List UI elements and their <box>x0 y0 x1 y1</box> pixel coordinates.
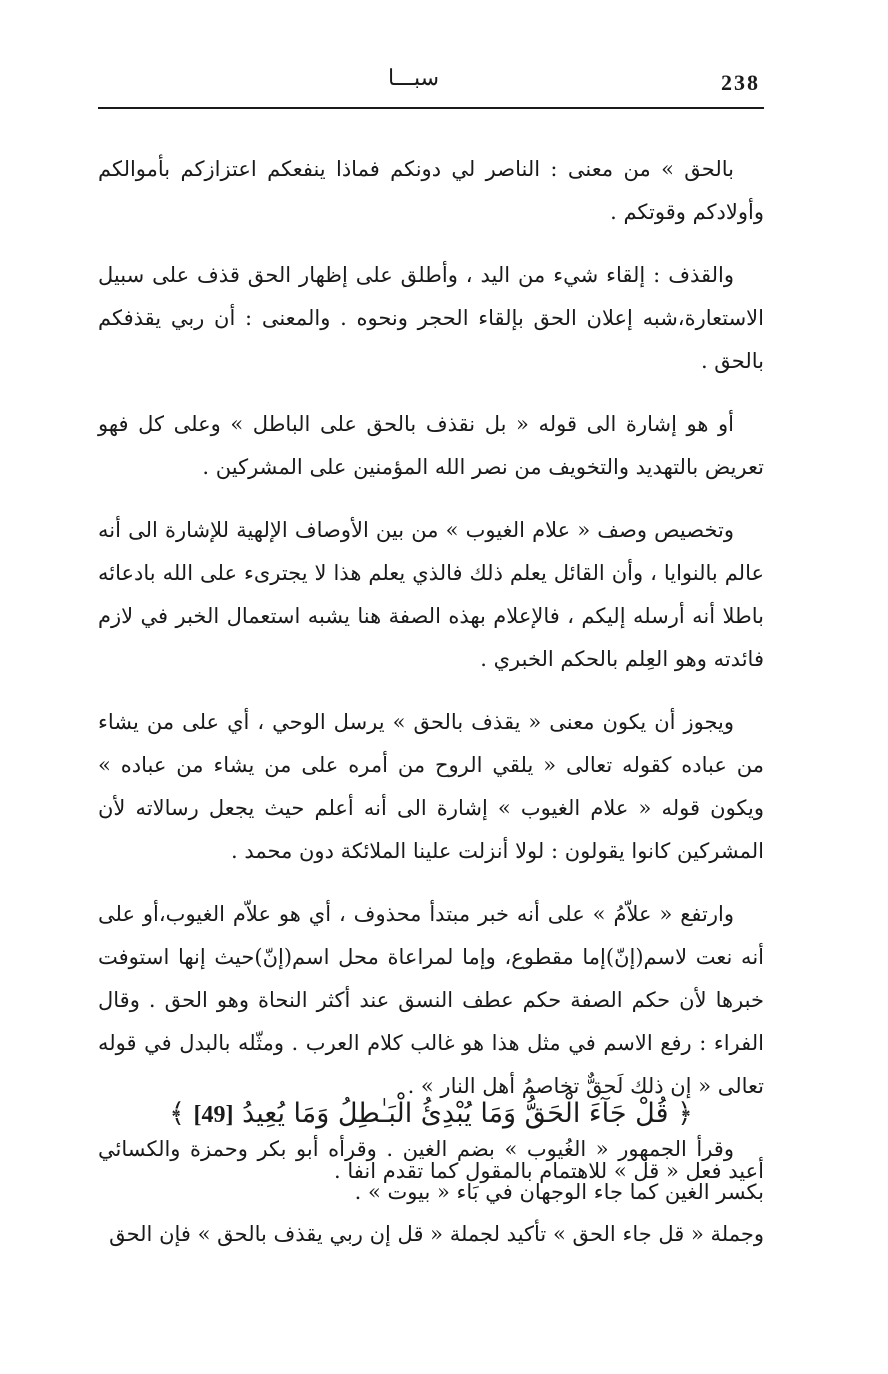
verse-number: [49] <box>193 1102 234 1128</box>
verse-open-ornament: ﴿ <box>677 1098 693 1129</box>
quran-verse <box>98 1092 764 1137</box>
paragraph: أو هو إشارة الى قوله « بل نقذف بالحق على الباطل » وعلى كل فهو تعريض بالتهديد والتخويف من نصر الله المؤمنين على المشركين . <box>98 412 764 479</box>
paragraph: وقرأ الجمهور « الغُيوب » بضم الغين . وقرأه أبو بكر وحمزة والكسائي بكسر الغين كما جاء الوجهان في بَاء « بيوت » . <box>98 1137 764 1204</box>
body-text-lower <box>98 1150 764 1276</box>
paragraph: ويجوز أن يكون معنى « يقذف بالحق » يرسل الوحي ، أي على من يشاء من عباده كقوله تعالى « يلقي الروح من أمره على من يشاء من عباده » ويكون قوله « علام الغيوب » إشارة الى أنه أعلم حيث يجعل رسالاته لأن المشركين كانوا يقولون : لولا أنزلت علينا الملائكة دون محمد . <box>98 710 764 863</box>
running-head: سبـــا <box>388 66 440 91</box>
verse-text: قُلْ جَآءَ الْحَقُّ وَمَا يُبْدِئُ الْبَـٰطِلُ وَمَا يُعِيدُ <box>242 1098 669 1129</box>
paragraph: وجملة « قل جاء الحق » تأكيد لجملة « قل إن ربي يقذف بالحق » فإن الحق <box>109 1222 764 1246</box>
page-number: 238 <box>721 70 760 95</box>
paragraph: أعيد فعل « قل » للاهتمام بالمقول كما تقدم انفا . <box>334 1159 764 1183</box>
paragraph: والقذف : إلقاء شيء من اليد ، وأطلق على إظهار الحق قذف على سبيل الاستعارة،شبه إعلان الحق بإلقاء الحجر ونحوه . والمعنى : أن ربي يقذفكم بالحق . <box>98 263 764 373</box>
verse-close-ornament: ﴾ <box>169 1098 185 1129</box>
paragraph: بالحق » من معنى : الناصر لي دونكم فماذا ينفعكم اعتزازكم بأموالكم وأولادكم وقوتكم . <box>98 157 764 224</box>
body-text <box>98 148 764 1234</box>
paragraph: وارتفع « علاّمُ » على أنه خبر مبتدأ محذوف ، أي هو علاّم الغيوب،أو على أنه نعت لاسم(إنّ)إما مقطوع، وإما لمراعاة محل اسم(إنّ)حيث إنها استوفت خبرها لأن حكم الصفة حكم عطف النسق عند أكثر النحاة وهو الحق . وقال الفراء : رفع الاسم في مثل هذا هو غالب كلام العرب . ومثّله بالبدل في قوله تعالى « إن ذلك لَحقٌّ تخاصمُ أهل النار » . <box>98 902 764 1098</box>
paragraph: وتخصيص وصف « علام الغيوب » من بين الأوصاف الإلهية للإشارة الى أنه عالم بالنوايا ، وأن القائل يعلم ذلك فالذي يعلم هذا لا يجترىء على الله بادعائه باطلا أنه أرسله إليكم ، فالإعلام بهذه الصفة هنا يشبه استعمال الخبر في لازم فائدته وهو العِلم بالحكم الخبري . <box>98 518 764 671</box>
header-rule <box>98 107 764 109</box>
page-header <box>98 60 764 106</box>
